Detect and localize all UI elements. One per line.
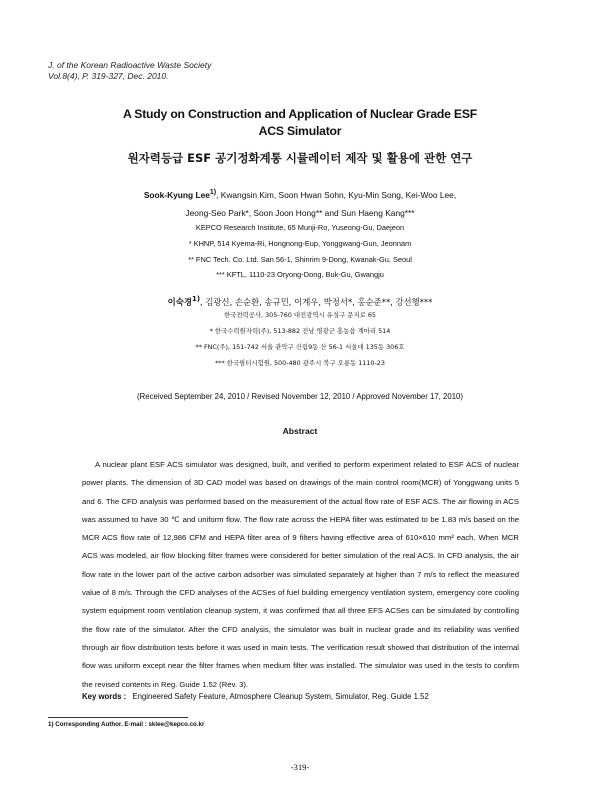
title-english-line2: ACS Simulator xyxy=(258,124,342,138)
journal-name: J. of the Korean Radioactive Waste Society xyxy=(48,60,212,70)
corresponding-author-footnote: 1) Corresponding Author. E-mail : sklee@kepco.co.kr xyxy=(48,721,205,728)
lead-author-ko: 이숙경 xyxy=(167,296,192,307)
authors-ko-rest: , 김광신, 손순환, 송규민, 이계우, 박정서*, 홍순준**, 강선행*** xyxy=(200,296,433,307)
abstract-body xyxy=(82,456,519,694)
affiliation-ko-1: * 한국수력원자력(주), 513-882 전남 영광군 홍농읍 계마리 514 xyxy=(209,327,391,335)
affiliation-ko-2: ** FNC(주), 151-742 서울 관악구 신림9동 산 56-1 서울대 135동 306호 xyxy=(195,343,405,351)
affiliation-ko-3: *** 한국필터시험원, 500-480 광주시 북구 오룡동 1110-23 xyxy=(215,359,385,367)
footnote-divider xyxy=(48,717,188,718)
received-dates: (Received September 24, 2010 / Revised November 12, 2010 / Approved November 17, 2010) xyxy=(137,392,463,401)
abstract-heading: Abstract xyxy=(282,426,318,436)
affiliation-en-2: ** FNC Tech. Co. Ltd. San 56-1, Shinrim 9-Dong, Kwanak-Gu, Seoul xyxy=(188,254,412,264)
affiliation-en-0: KEPCO Research Institute, 65 Munji-Ro, Yuseong-Gu, Daejeon xyxy=(195,223,405,232)
lead-author-sup: 1) xyxy=(209,189,217,196)
keywords-label: Key words : xyxy=(82,692,127,701)
affiliations-korean xyxy=(60,307,540,371)
authors-english xyxy=(60,184,540,222)
journal-volume: Vol.8(4), P. 319-327, Dec. 2010. xyxy=(48,71,169,81)
keywords xyxy=(82,691,522,703)
title-english-line1: A Study on Construction and Application of Nuclear Grade ESF xyxy=(122,107,478,121)
keywords-text: Engineered Safety Feature, Atmosphere Cleanup System, Simulator, Reg. Guide 1.52 xyxy=(132,692,429,701)
affiliations-english xyxy=(60,220,540,283)
abstract-paragraph: A nuclear plant ESF ACS simulator was designed, built, and verified to perform experiment related to ESF ACS of nuclear power plants. The dimension of 3D CAD model was based on drawings of the main control room(MCR) of Yonggwang units 5 and 6. The CFD analysis was performed based on the measurement of the actual flow rate of ESF ACS. The air flowing in ACS was assumed to have 30 ℃ and uniform flow. The flow rate across the HEPA filter was estimated to be 1.83 m/s based on the MCR ACS flow rate of 12,986 CFM and HEPA filter area of 9 filters having effective area of 610×610 mm² each. When MCR ACS was modeled, air flow blocking filter frames were considered for better simulation of the real ACS. In CFD analysis, the air flow rate in the lower part of the active carbon adsorber was simulated separately at higher than 7 m/s to reflect the measured value of 8 m/s. Through the CFD analyses of the ACSes of fuel building emergency ventilation system, emergency core cooling system equipment room ventilation cleanup system, it was confirmed that all three EFS ACSes can be simulated by controlling the flow rate of the simulator. After the CFD analysis, the simulator was built in nuclear grade and its reliability was verified through air flow distribution tests before it was used in main tests. The verification result showed that distribution of the internal flow was uniform except near the filter frames when medium filter was installed. The simulator was used in the tests to confirm the revised contents in Reg. Guide 1.52 (Rev. 3). xyxy=(82,460,519,689)
authors-english-line1 xyxy=(60,184,540,204)
title-korean: 원자력등급 ESF 공기정화계통 시뮬레이터 제작 및 활용에 관한 연구 xyxy=(127,151,473,165)
journal-citation xyxy=(48,60,211,82)
affiliation-en-1: * KHNP, 514 Kyema-Ri, Hongnong-Eup, Yonggwang-Gun, Jeonnam xyxy=(188,238,412,248)
authors-rest: , Kwangsin Kim, Soon Hwan Sohn, Kyu-Min Song, Kei-Woo Lee, xyxy=(216,189,457,200)
affiliation-en-3: *** KFTL, 1110-23 Oryong-Dong, Buk-Gu, Gwangju xyxy=(216,270,384,280)
page-number: -319- xyxy=(290,762,310,772)
lead-author: Sook-Kyung Lee xyxy=(143,189,210,200)
title-english xyxy=(60,106,540,140)
affiliation-ko-0: 한국전력공사, 305-760 대전광역시 유성구 문지로 65 xyxy=(224,311,376,319)
lead-author-ko-sup: 1) xyxy=(191,295,201,303)
authors-english-line2: Jeong-Seo Park*, Soon Joon Hong** and Sun Haeng Kang*** xyxy=(185,207,415,218)
